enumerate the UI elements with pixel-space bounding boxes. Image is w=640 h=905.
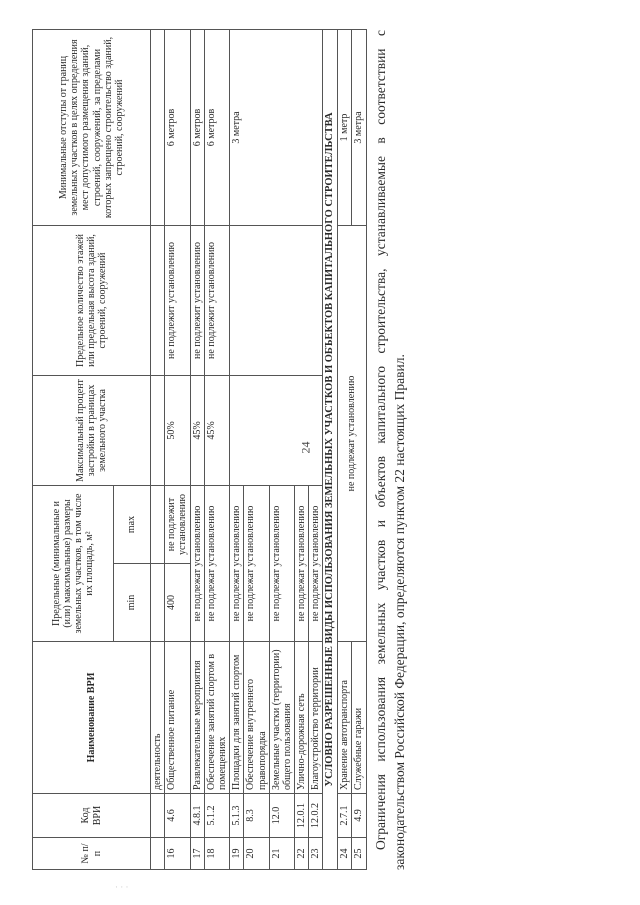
cell-size: не подлежат установлению — [269, 485, 294, 641]
cell-num: 19 — [230, 838, 244, 870]
col-setback: Минимальные отступы от границ земельных участков в целях определения мест допустимого размещения зданий, строений, сооружений, за пределами которых запрещено строительство зданий, строений, сооружений — [33, 29, 151, 225]
cell-floors — [151, 225, 165, 375]
cell-floors: не подлежит установлению — [165, 225, 190, 375]
cell-floors-merged — [230, 225, 323, 375]
section-row — [323, 29, 338, 869]
cell-num: 21 — [269, 838, 294, 870]
table-row — [165, 29, 190, 869]
cell-max — [151, 485, 165, 563]
cell-name: Хранение автотранспорта — [338, 642, 352, 794]
cell-size: не подлежат установлению — [230, 485, 244, 641]
col-min: min — [114, 564, 151, 642]
header-row — [33, 29, 114, 869]
cell-code: 2.7.1 — [338, 794, 352, 838]
cell-size: не подлежат установлению — [244, 485, 269, 641]
table-row — [190, 29, 204, 869]
cell-num: 18 — [204, 838, 229, 870]
cell-pct-merged — [230, 375, 323, 485]
table-row — [230, 29, 244, 869]
table-row — [338, 29, 352, 869]
cell-name: Площадки для занятий спортом — [230, 642, 244, 794]
cell-num: 16 — [165, 838, 190, 870]
cell-setback: 3 метра — [352, 29, 366, 225]
footnote-paragraph: Ограничения использования земельных участков и объектов капитального строительства, устанавливаемые в соответствии с законодательством Российской Федерации, определяются пунктом 22 настоящих Правил. — [372, 30, 408, 870]
col-pct: Максимальный процент застройки в границах земельного участка — [33, 375, 151, 485]
section-title: УСЛОВНО РАЗРЕШЕННЫЕ ВИДЫ ИСПОЛЬЗОВАНИЯ ЗЕМЕЛЬНЫХ УЧАСТКОВ И ОБЪЕКТОВ КАПИТАЛЬНОГО СТРОИТЕЛЬСТВА — [323, 29, 338, 869]
cell-code: 12.0.2 — [309, 794, 323, 838]
cell-setback: 6 метров — [165, 29, 190, 225]
cell-size: не подлежат установлению — [190, 485, 204, 641]
cell-name: Общественное питание — [165, 642, 190, 794]
cell-code — [151, 794, 165, 838]
cell-num: 23 — [309, 838, 323, 870]
cell-code: 4.9 — [352, 794, 366, 838]
cell-min: 400 — [165, 564, 190, 642]
cell-min — [151, 564, 165, 642]
cell-pct: 50% — [165, 375, 190, 485]
cell-setback: 6 метров — [190, 29, 204, 225]
cell-floors: не подлежит установлению — [190, 225, 204, 375]
table-row — [151, 29, 165, 869]
cell-name: Земельные участки (территории) общего пользования — [269, 642, 294, 794]
cell-pct: 45% — [204, 375, 229, 485]
scan-mark: · · · — [115, 882, 129, 892]
cell-num — [151, 838, 165, 870]
cell-name: Благоустройство территории — [309, 642, 323, 794]
cell-max: не подлежит установлению — [165, 485, 190, 563]
cell-name: Улично-дорожная сеть — [295, 642, 309, 794]
cell-pct — [151, 375, 165, 485]
cell-code: 8.3 — [244, 794, 269, 838]
cell-num: 17 — [190, 838, 204, 870]
cell-size: не подлежат установлению — [295, 485, 309, 641]
cell-setback: 6 метров — [204, 29, 229, 225]
cell-size: не подлежат установлению — [204, 485, 229, 641]
col-num: № п/п — [33, 838, 151, 870]
cell-name: Служебные гаражи — [352, 642, 366, 794]
cell-code: 12.0 — [269, 794, 294, 838]
cell-setback — [151, 29, 165, 225]
cell-num: 24 — [338, 838, 352, 870]
cell-num: 25 — [352, 838, 366, 870]
cell-setback-merged: 3 метра — [230, 29, 323, 225]
col-floors: Предельное количество этажей или предельная высота зданий, строений, сооружений — [33, 225, 151, 375]
cell-code: 12.0.1 — [295, 794, 309, 838]
rotated-page-content — [32, 30, 597, 870]
cell-name: деятельность — [151, 642, 165, 794]
cell-pct: 45% — [190, 375, 204, 485]
cell-size: не подлежат установлению — [309, 485, 323, 641]
cell-num: 20 — [244, 838, 269, 870]
vri-table — [32, 29, 367, 870]
page-number: 24 — [298, 441, 313, 454]
cell-code: 4.6 — [165, 794, 190, 838]
cell-name: Обеспечение внутреннего правопорядка — [244, 642, 269, 794]
cell-code: 5.1.3 — [230, 794, 244, 838]
cell-setback: 1 метр — [338, 29, 352, 225]
table-row — [204, 29, 229, 869]
cell-code: 5.1.2 — [204, 794, 229, 838]
cell-code: 4.8.1 — [190, 794, 204, 838]
col-size: Предельные (минимальные и (или) максимальные) размеры земельных участков, в том числе их площадь, м² — [33, 485, 114, 641]
col-name: Наименование ВРИ — [33, 642, 151, 794]
cell-num: 22 — [295, 838, 309, 870]
cell-name: Развлекательные мероприятия — [190, 642, 204, 794]
col-code: Код ВРИ — [33, 794, 151, 838]
col-max: max — [114, 485, 151, 563]
cell-name: Обеспечение занятий спортом в помещениях — [204, 642, 229, 794]
cell-floors: не подлежит установлению — [204, 225, 229, 375]
cell-merged-not-established: не подлежат установлению — [338, 225, 366, 641]
